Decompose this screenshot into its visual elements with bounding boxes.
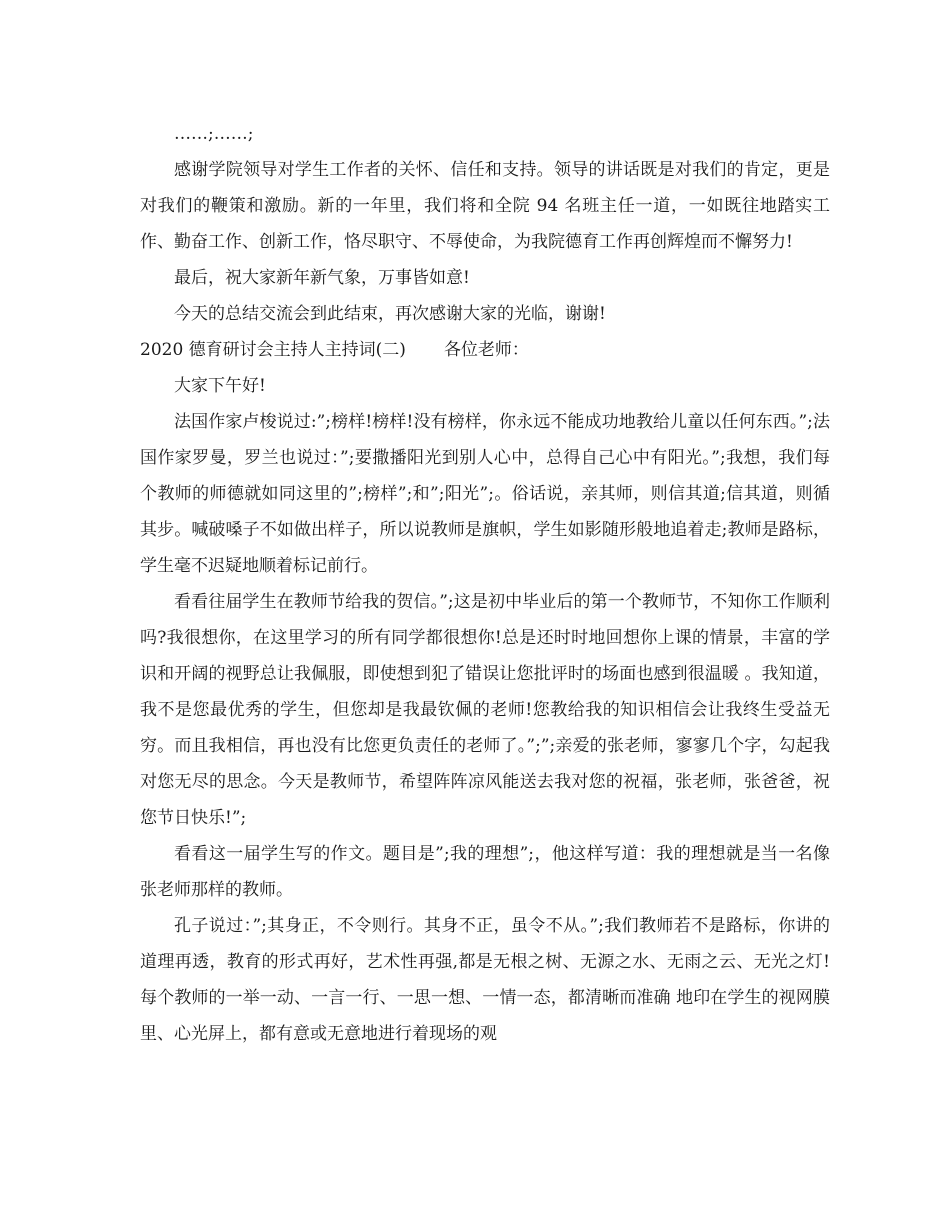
section-title: 2020 德育研讨会主持人主持词(二)	[140, 340, 406, 360]
section-heading	[140, 332, 830, 368]
closing-paragraph: 今天的总结交流会到此结束，再次感谢大家的光临，谢谢!	[174, 304, 606, 324]
confucius-paragraph: 孔子说过：”;其身正，不令则行。其身不正，虽令不从。”;我们教师若不是路标，你讲的道理再透，教育的形式再好，艺术性再强,都是无根之树、无源之水、无雨之云、无光之灯!每个教师的一举一动、一言一行、一思一想、一情一态，都清晰而准确 地印在学生的视网膜里、心光屏上，都有意或无意地进行着现场的观	[140, 916, 830, 1044]
salutation: 各位老师：	[443, 340, 529, 360]
thanks-paragraph: 感谢学院领导对学生工作者的关怀、信任和支持。领导的讲话既是对我们的肯定，更是对我们的鞭策和激励。新的一年里，我们将和全院 94 名班主任一道，一如既往地踏实工作、勤奋工作、创新工作，恪尽职守、不辱使命，为我院德育工作再创辉煌而不懈努力!	[140, 160, 830, 252]
letter-paragraph: 看看往届学生在教师节给我的贺信。”;这是初中毕业后的第一个教师节，不知你工作顺利吗?我很想你，在这里学习的所有同学都很想你!总是还时时地回想你上课的情景，丰富的学识和开阔的视野总让我佩服，即使想到犯了错误让您批评时的场面也感到很温暖 。我知道，我不是您最优秀的学生，但您却是我最钦佩的老师!您教给我的知识相信会让我终生受益无穷。而且我相信，再也没有比您更负责任的老师了。”;”;亲爱的张老师，寥寥几个字，勾起我对您无尽的思念。今天是教师节，希望阵阵凉风能送去我对您的祝福，张老师，张爸爸，祝您节日快乐!”;	[140, 592, 830, 828]
wishes-paragraph: 最后，祝大家新年新气象，万事皆如意!	[174, 268, 470, 288]
rousseau-paragraph: 法国作家卢梭说过:”;榜样!榜样!没有榜样，你永远不能成功地教给儿童以任何东西。”;法国作家罗曼，罗兰也说过：”;要撒播阳光到别人心中，总得自己心中有阳光。”;我想，我们每个教师的师德就如同这里的”;榜样”;和”;阳光”;。俗话说，亲其师，则信其道;信其道，则循其步。喊破嗓子不如做出样子，所以说教师是旗帜，学生如影随形般地追着走;教师是路标，学生毫不迟疑地顺着标记前行。	[140, 412, 830, 576]
document-body	[140, 116, 830, 1052]
essay-paragraph: 看看这一届学生写的作文。题目是”;我的理想”;，他这样写道：我的理想就是当一名像张老师那样的教师。	[140, 844, 830, 900]
greeting-paragraph: 大家下午好!	[174, 376, 266, 396]
ellipsis-line: ……;……;	[174, 124, 254, 144]
